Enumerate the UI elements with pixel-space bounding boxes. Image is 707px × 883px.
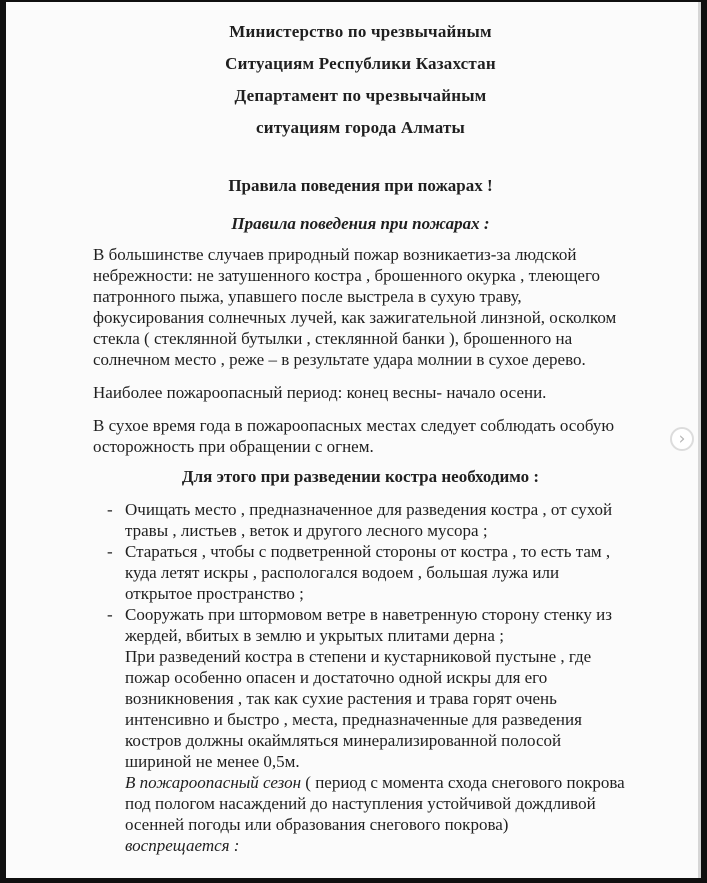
list-item [93,499,628,541]
page-subtitle: Правила поведения при пожарах : [231,214,490,233]
bullet-marker: - [107,542,113,561]
document-page [6,2,701,878]
fire-season-paragraph [125,772,628,835]
header-line: Департамент по чрезвычайным [234,86,487,105]
bullet-marker: - [107,605,113,624]
paragraph-intro: В большинстве случаев природный пожар возникаетиз-за людской небрежности: не затушенного костра , брошенного окурка , тлеющего патронного пыжа, упавшего после выстрела в сухую траву, фокусирования солнечных лучей, как зажигательной линзной, осколком стекла ( стеклянной бутылки , стеклянной банки ), брошенного на солнечном место , реже – в результате удара молнии в сухое дерево. [93,245,617,369]
page-title: Правила поведения при пожарах ! [228,176,493,195]
forbidden-label: воспрещается : [125,836,240,855]
list-item-text: Сооружать при штормовом ветре в наветренную сторону стенку из жердей, вбитых в землю и укрытых плитами дерна ; [125,605,612,645]
bullet-marker: - [107,500,113,519]
list-item [93,541,628,604]
list-item [93,604,628,646]
document-header [93,16,628,144]
fire-season-rest: ( период с момента схода снегового покрова под пологом насаждений до наступления устойчивой дождливой осенней погоды или образования снегового покрова) [125,773,625,834]
header-line: ситуациям города Алматы [255,118,466,137]
fire-season-lead: В пожароопасный сезон [125,773,302,792]
list-item-text: Стараться , чтобы с подветренной стороны от костра , то есть там , куда летят искры , распологался водоем , большая лужа или открытое пространство ; [125,542,611,603]
list-continuation-paragraph: При разведений костра в степени и кустарниковой пустыне , где пожар особенно опасен и достаточно одной искры для его возникновения , так как сухие растения и трава горят очень интенсивно и быстро , места, предназначенные для разведения костров должны окаймляться минерализированной полосой шириной не менее 0,5м. [125,647,592,771]
section-heading: Для этого при разведении костра необходимо : [181,467,540,486]
header-line: Ситуациям Республики Казахстан [225,54,496,73]
header-line: Министерство по чрезвычайным [229,22,492,41]
carousel-next-button[interactable] [670,427,694,451]
chevron-right-icon: › [678,428,686,449]
bullet-list [93,499,628,856]
document-content [6,2,698,856]
paragraph-caution: В сухое время года в пожароопасных местах следует соблюдать особую осторожность при обращении с огнем. [93,416,615,456]
list-item-text: Очищать место , предназначенное для разведения костра , от сухой травы , листьев , веток и другого лесного мусора ; [125,500,613,540]
paragraph-period: Наиболее пожароопасный период: конец весны- начало осени. [93,383,547,402]
